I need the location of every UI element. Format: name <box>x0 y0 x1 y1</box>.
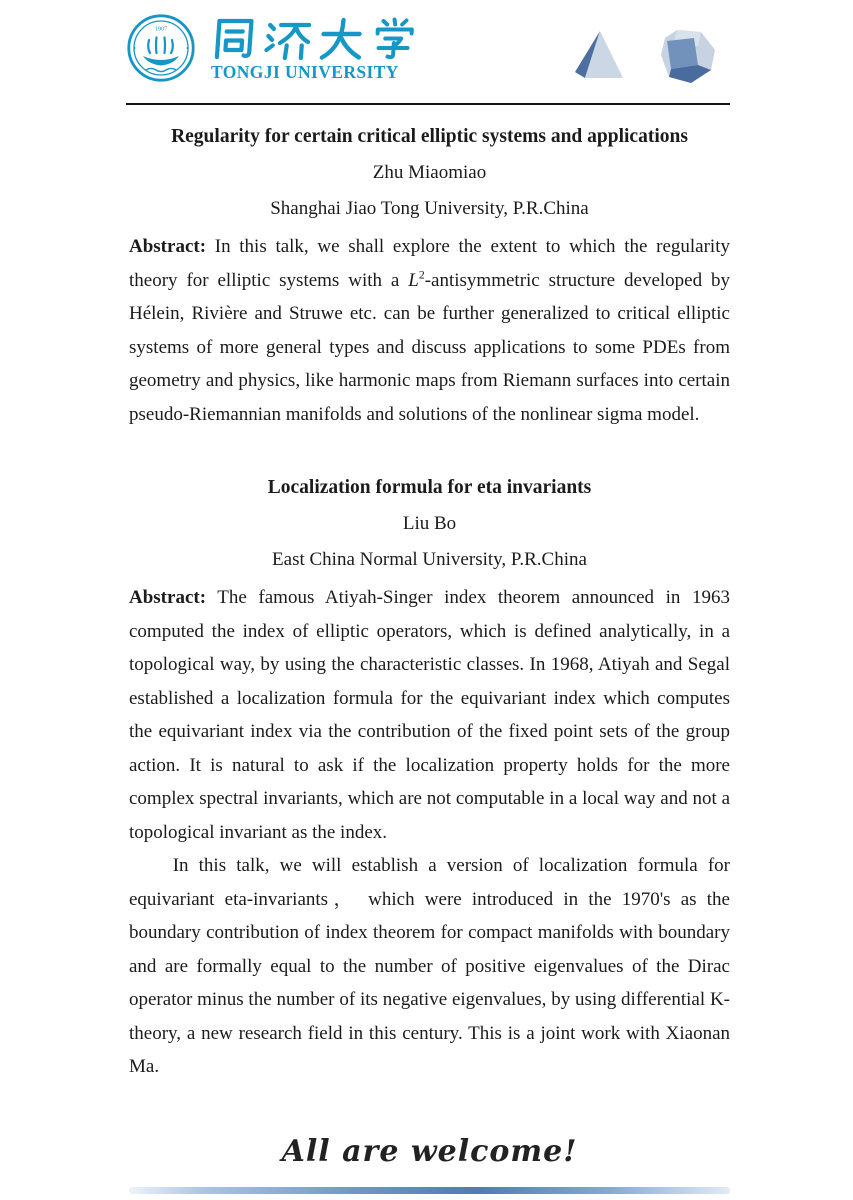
logo-university-name: TONGJI UNIVERSITY <box>211 62 399 82</box>
talk2-title: Localization formula for eta invariants <box>267 477 592 498</box>
seal-ring-dots <box>134 47 189 49</box>
formula-L: L <box>408 269 419 291</box>
header-divider <box>126 103 730 105</box>
talk2-abstract-paragraph-1 <box>129 581 730 849</box>
seal-year: 1907 <box>154 25 168 33</box>
seal-boat-hull <box>143 56 179 66</box>
document-body <box>0 120 853 1169</box>
talk1-speaker: Zhu Miaomiao <box>372 162 487 183</box>
tongji-logo <box>126 13 418 83</box>
logo-chinese-characters <box>211 13 418 61</box>
char-ji-icon <box>264 13 312 61</box>
seal-boat-icon <box>148 38 173 54</box>
char-tong-icon <box>211 13 257 61</box>
tongji-seal-icon <box>126 13 196 83</box>
seal-water-waves <box>146 68 176 71</box>
talk-section-1 <box>129 120 730 431</box>
talk1-title: Regularity for certain critical elliptic systems and applications <box>171 126 688 147</box>
talk1-abstract-text-2: -antisymmetric structure developed by Hélein, Rivière and Struwe etc. can be further generalized to critical elliptic systems of more general types and discuss applications to some PDEs from geometry and physics, like harmonic maps from Riemann surfaces into certain pseudo-Riemannian manifolds and solutions of the nonlinear sigma model. <box>129 269 730 425</box>
talk1-abstract-label: Abstract: <box>129 236 207 257</box>
talk1-affiliation: Shanghai Jiao Tong University, P.R.China <box>270 198 589 219</box>
logo-text-block <box>211 13 418 83</box>
talk2-abstract-text-1: The famous Atiyah-Singer index theorem announced in 1963 computed the index of elliptic operators, which is defined analytically, in a topological way, by using the characteristic classes. In 1968, Atiyah and Segal established a localization formula for the equivariant index which computes the equivariant index via the contribution of the fixed point sets of the group action. It is natural to ask if the localization property holds for the more complex spectral invariants, which are not computable in a local way and not a topological invariant as the index. <box>129 587 730 843</box>
polyhedron-icon <box>657 25 719 87</box>
decorative-polyhedra <box>571 25 719 87</box>
talk2-affiliation: East China Normal University, P.R.China <box>272 549 587 570</box>
tetrahedron-icon <box>571 28 627 84</box>
formula-exponent: 2 <box>418 268 425 282</box>
talk1-abstract-text-1: In this talk, we shall explore the extent to which the regularity theory for elliptic systems with a <box>129 236 730 291</box>
page-header <box>0 0 853 101</box>
talk1-abstract <box>129 230 730 431</box>
talk-section-2 <box>129 471 730 1084</box>
footer-divider-bar <box>129 1187 730 1194</box>
talk2-abstract-paragraph-2: In this talk, we will establish a version of localization formula for equivariant eta-invariants， which were introduced in the 1970's as the boundary contribution of index theorem for compact manifolds with boundary and are formally equal to the number of positive eigenvalues of the Dirac operator minus the number of its negative eigenvalues, by using differential K-theory, a new research field in this century. This is a joint work with Xiaonan Ma. <box>129 855 730 1077</box>
welcome-message: All are welcome! <box>281 1133 578 1169</box>
char-xue-icon <box>372 13 418 61</box>
char-da-icon <box>319 13 365 61</box>
talk2-speaker: Liu Bo <box>402 513 457 534</box>
talk2-abstract-label: Abstract: <box>129 587 207 608</box>
